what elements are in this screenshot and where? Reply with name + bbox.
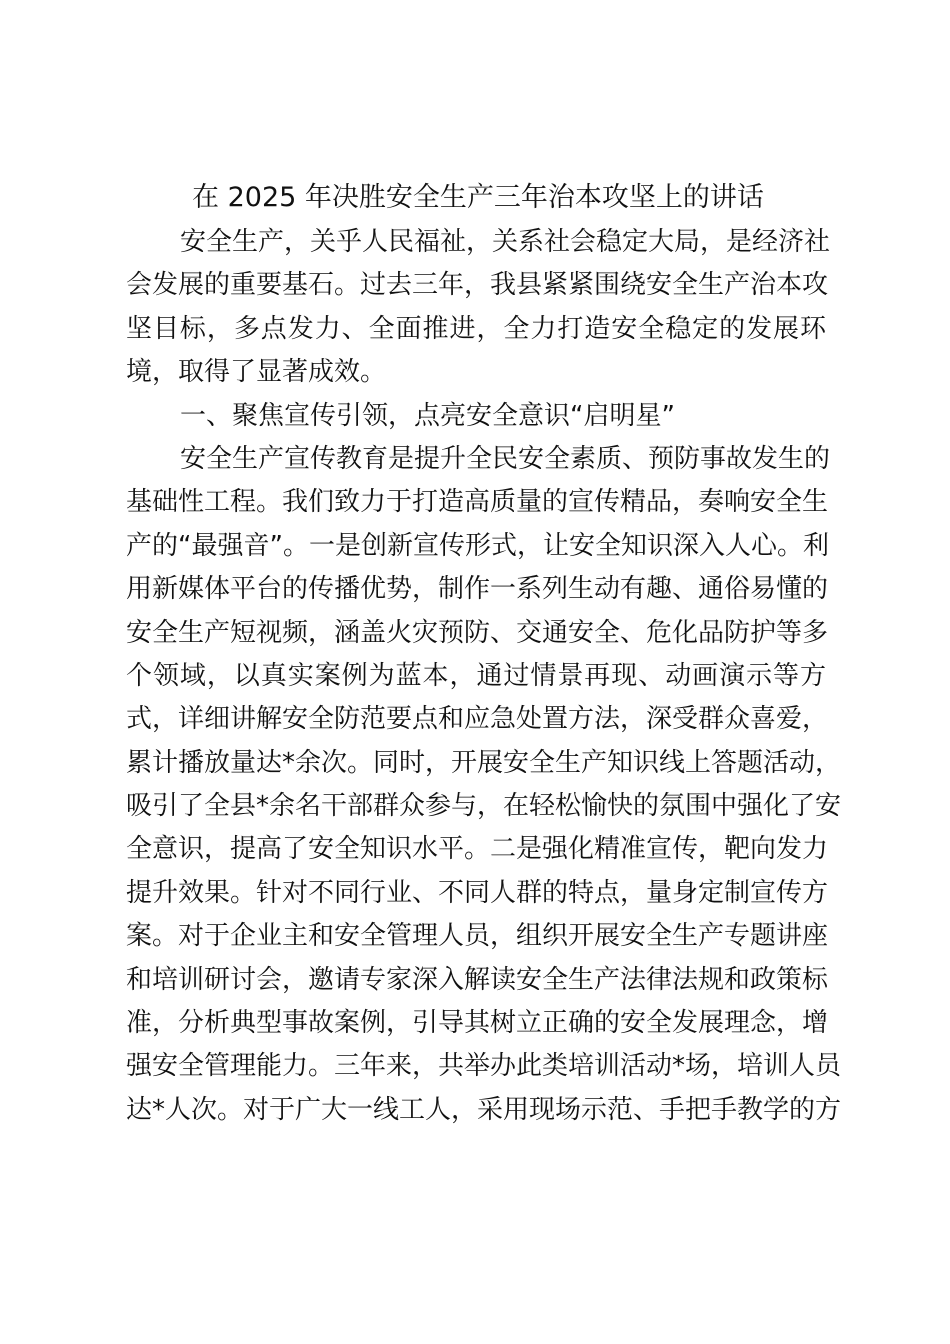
paragraph-line: 坚目标，多点发力、全面推进，全力打造安全稳定的发展环 [126,313,826,344]
paragraph-line: 基础性工程。我们致力于打造高质量的宣传精品，奏响安全生 [126,487,829,518]
paragraph-line: 安全生产短视频，涵盖火灾预防、交通安全、危化品防护等多 [126,617,829,648]
paragraph-line: 产的“最强音”。一是创新宣传形式，让安全知识深入人心。利 [126,530,829,561]
paragraph-line: 式，详细讲解安全防范要点和应急处置方法，深受群众喜爱， [126,704,829,735]
paragraph-line: 境，取得了显著成效。 [126,357,387,388]
section-heading: 一、聚焦宣传引领，点亮安全意识“启明星” [180,400,675,431]
paragraph-line: 达*人次。对于广大一线工人，采用现场示范、手把手教学的方 [126,1094,842,1125]
paragraph-line: 安全生产宣传教育是提升全民安全素质、预防事故发生的 [180,443,831,474]
paragraph-line: 会发展的重要基石。过去三年，我县紧紧围绕安全生产治本攻 [126,270,829,301]
paragraph-line: 用新媒体平台的传播优势，制作一系列生动有趣、通俗易懂的 [126,574,829,605]
paragraph-line: 吸引了全县*余名干部群众参与，在轻松愉快的氛围中强化了安 [126,791,842,822]
paragraph-line: 案。对于企业主和安全管理人员，组织开展安全生产专题讲座 [126,921,829,952]
paragraph-line: 累计播放量达*余次。同时，开展安全生产知识线上答题活动， [126,747,842,778]
paragraph-line: 准，分析典型事故案例，引导其树立正确的安全发展理念，增 [126,1008,829,1039]
document-body [126,221,842,1132]
paragraph-line: 个领域，以真实案例为蓝本，通过情景再现、动画演示等方 [126,660,826,691]
paragraph-line: 强安全管理能力。三年来，共举办此类培训活动*场，培训人员 [126,1051,842,1082]
document-title: 在 2025 年决胜安全生产三年治本攻坚上的讲话 [192,182,764,213]
paragraph-line: 和培训研讨会，邀请专家深入解读安全生产法律法规和政策标 [126,964,829,995]
paragraph-line: 全意识，提高了安全知识水平。二是强化精准宣传，靶向发力 [126,834,829,865]
paragraph-line: 提升效果。针对不同行业、不同人群的特点，量身定制宣传方 [126,877,829,908]
paragraph-line: 安全生产，关乎人民福祉，关系社会稳定大局，是经济社 [180,227,831,257]
